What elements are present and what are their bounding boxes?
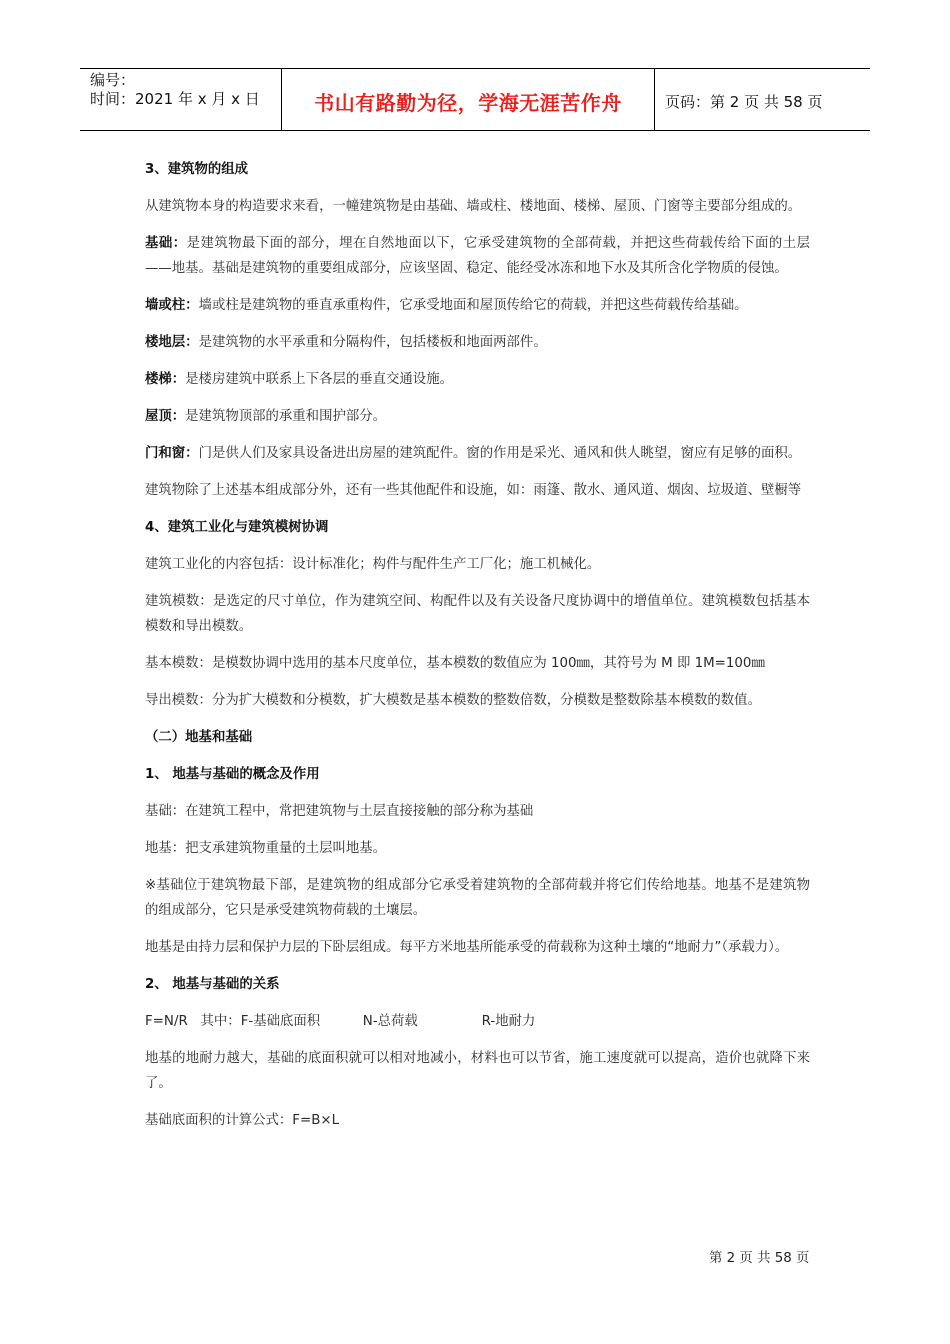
text-wall: 墙或柱是建筑物的垂直承重构件，它承受地面和屋顶传给它的荷载，并把这些荷载传给基础。 bbox=[198, 298, 748, 313]
term-wall: 墙或柱： bbox=[145, 298, 199, 313]
part-title-2: （二）地基和基础 bbox=[145, 730, 253, 745]
paragraph-other-parts: 建筑物除了上述基本组成部分外，还有一些其他配件和设施，如：雨篷、散水、通风道、烟囱、垃圾道、壁橱等 bbox=[145, 483, 802, 498]
header-page-number: 页码：第 2 页 共 58 页 bbox=[665, 93, 823, 111]
term-stair: 楼梯： bbox=[145, 372, 186, 387]
paragraph-roof bbox=[145, 404, 810, 429]
text-roof: 是建筑物顶部的承重和围护部分。 bbox=[185, 409, 387, 424]
section-title-4: 4、建筑工业化与建筑模树协调 bbox=[145, 520, 329, 535]
paragraph-stair bbox=[145, 367, 810, 392]
section-title-1: 1、 地基与基础的概念及作用 bbox=[145, 767, 320, 782]
term-door-window: 门和窗： bbox=[145, 446, 199, 461]
header-motto: 书山有路勤为径，学海无涯苦作舟 bbox=[282, 69, 655, 130]
term-foundation: 基础： bbox=[145, 236, 187, 251]
paragraph-modulus: 建筑模数：是选定的尺寸单位，作为建筑空间、构配件以及有关设备尺度协调中的增值单位。建筑模数包括基本模数和导出模数。 bbox=[145, 594, 810, 634]
paragraph-door-window bbox=[145, 441, 810, 466]
definition-ground: 地基：把支承建筑物重量的土层叫地基。 bbox=[145, 841, 387, 856]
paragraph-derived-modulus: 导出模数：分为扩大模数和分模数，扩大模数是基本模数的整数倍数，分模数是整数除基本模数的数值。 bbox=[145, 693, 761, 708]
text-floor: 是建筑物的水平承重和分隔构件，包括楼板和地面两部件。 bbox=[198, 335, 547, 350]
formula-line: F=N/R 其中：F-基础底面积 N-总荷载 R-地耐力 bbox=[145, 1014, 536, 1029]
section-title-3: 3、建筑物的组成 bbox=[145, 162, 249, 177]
text-stair: 是楼房建筑中联系上下各层的垂直交通设施。 bbox=[185, 372, 453, 387]
document-number-label: 编号： bbox=[90, 71, 136, 89]
paragraph-foundation bbox=[145, 231, 810, 281]
paragraph-bearing: 地基是由持力层和保护力层的下卧层组成。每平方米地基所能承受的荷载称为这种土壤的“地耐力”（承载力）。 bbox=[145, 940, 789, 955]
text-door-window: 门是供人们及家具设备进出房屋的建筑配件。窗的作用是采光、通风和供人眺望，窗应有足够的面积。 bbox=[198, 446, 802, 461]
section-title-2: 2、 地基与基础的关系 bbox=[145, 977, 280, 992]
paragraph-intro: 从建筑物本身的构造要求来看，一幢建筑物是由基础、墙或柱、楼地面、楼梯、屋顶、门窗等主要部分组成的。 bbox=[145, 199, 802, 214]
term-roof: 屋顶： bbox=[145, 409, 186, 424]
page-footer: 第 2 页 共 58 页 bbox=[709, 1251, 810, 1266]
paragraph-note: ※基础位于建筑物最下部，是建筑物的组成部分它承受着建筑物的全部荷载并将它们传给地基。地基不是建筑物的组成部分，它只是承受建筑物荷载的土壤层。 bbox=[145, 878, 810, 918]
document-body bbox=[145, 157, 810, 1145]
document-date: 时间：2021 年 x 月 x 日 bbox=[90, 90, 260, 108]
paragraph-floor bbox=[145, 330, 810, 355]
paragraph-industrialization: 建筑工业化的内容包括：设计标准化；构件与配件生产工厂化；施工机械化。 bbox=[145, 557, 601, 572]
term-floor: 楼地层： bbox=[145, 335, 199, 350]
paragraph-relation: 地基的地耐力越大，基础的底面积就可以相对地减小，材料也可以节省，施工速度就可以提高，造价也就降下来了。 bbox=[145, 1051, 810, 1091]
paragraph-basic-modulus: 基本模数：是模数协调中选用的基本尺度单位，基本模数的数值应为 100㎜，其符号为 M 即 1M=100㎜ bbox=[145, 656, 765, 671]
paragraph-wall bbox=[145, 293, 810, 318]
definition-foundation: 基础：在建筑工程中，常把建筑物与土层直接接触的部分称为基础 bbox=[145, 804, 534, 819]
text-foundation: 是建筑物最下面的部分，埋在自然地面以下，它承受建筑物的全部荷载，并把这些荷载传给下面的土层——地基。基础是建筑物的重要组成部分，应该坚固、稳定、能经受冰冻和地下水及其所含化学物质的侵蚀。 bbox=[145, 236, 810, 276]
header-meta bbox=[80, 69, 282, 130]
area-formula: 基础底面积的计算公式：F=B×L bbox=[145, 1113, 340, 1128]
page-header bbox=[80, 68, 870, 131]
